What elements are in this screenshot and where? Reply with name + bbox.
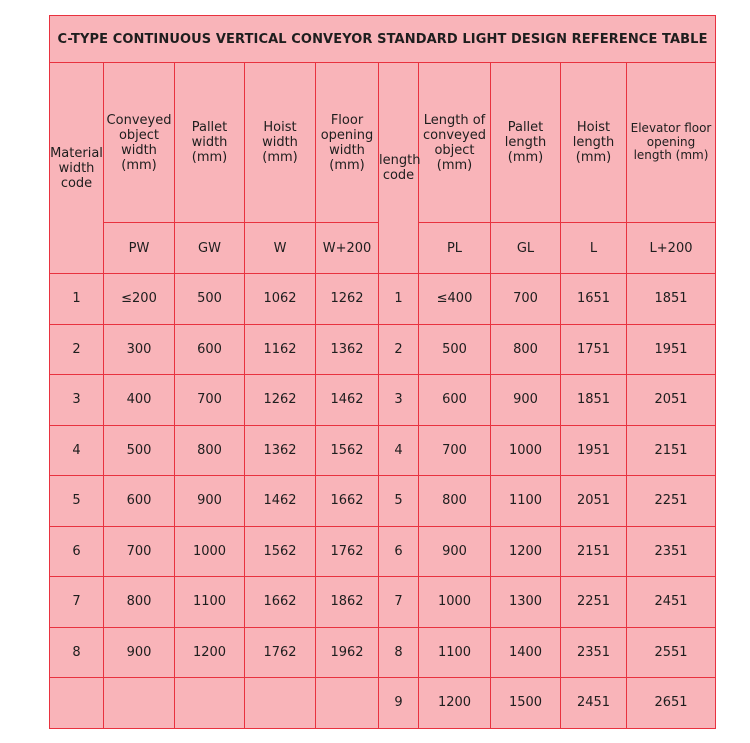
- cell-gw: 1200: [175, 627, 245, 678]
- symbol-gl: GL: [491, 223, 561, 274]
- header-floor-opening-width: Floor opening width (mm): [316, 63, 379, 223]
- cell-w-plus-200: 1562: [316, 425, 379, 476]
- cell-l-plus-200: 1851: [627, 274, 716, 325]
- cell-w: 1562: [245, 526, 316, 577]
- cell-gw: [175, 678, 245, 729]
- symbol-w: W: [245, 223, 316, 274]
- cell-gl: 1300: [491, 577, 561, 628]
- cell-l: 1851: [561, 375, 627, 426]
- cell-l: 1951: [561, 425, 627, 476]
- cell-width-code: 8: [50, 627, 104, 678]
- cell-gl: 700: [491, 274, 561, 325]
- cell-pw: [104, 678, 175, 729]
- cell-gw: 700: [175, 375, 245, 426]
- cell-width-code: 6: [50, 526, 104, 577]
- cell-pw: 300: [104, 324, 175, 375]
- table-row: [50, 627, 716, 678]
- cell-pl: 700: [419, 425, 491, 476]
- cell-pl: 500: [419, 324, 491, 375]
- cell-gw: 900: [175, 476, 245, 527]
- cell-w-plus-200: 1262: [316, 274, 379, 325]
- cell-pl: 1100: [419, 627, 491, 678]
- symbol-pw: PW: [104, 223, 175, 274]
- cell-width-code: 4: [50, 425, 104, 476]
- table-row: [50, 526, 716, 577]
- symbol-pl: PL: [419, 223, 491, 274]
- cell-gw: 800: [175, 425, 245, 476]
- cell-pl: 900: [419, 526, 491, 577]
- cell-l: 2351: [561, 627, 627, 678]
- header-material-width-code: Material width code: [50, 63, 104, 274]
- cell-l: 1651: [561, 274, 627, 325]
- cell-l: 2051: [561, 476, 627, 527]
- cell-pl: 1000: [419, 577, 491, 628]
- cell-w-plus-200: 1362: [316, 324, 379, 375]
- cell-gl: 1100: [491, 476, 561, 527]
- cell-pl: 600: [419, 375, 491, 426]
- cell-gw: 1100: [175, 577, 245, 628]
- cell-gw: 600: [175, 324, 245, 375]
- cell-length-code: 5: [379, 476, 419, 527]
- cell-gl: 900: [491, 375, 561, 426]
- symbol-w-plus-200: W+200: [316, 223, 379, 274]
- cell-width-code: 2: [50, 324, 104, 375]
- cell-length-code: 3: [379, 375, 419, 426]
- cell-gw: 1000: [175, 526, 245, 577]
- cell-l-plus-200: 2351: [627, 526, 716, 577]
- cell-w-plus-200: [316, 678, 379, 729]
- cell-l: 2251: [561, 577, 627, 628]
- cell-l-plus-200: 2051: [627, 375, 716, 426]
- header-length-code: length code: [379, 63, 419, 274]
- cell-width-code: 7: [50, 577, 104, 628]
- cell-w: [245, 678, 316, 729]
- table-row: [50, 425, 716, 476]
- cell-pl: ≤400: [419, 274, 491, 325]
- cell-width-code: [50, 678, 104, 729]
- table-row: [50, 476, 716, 527]
- header-pallet-width: Pallet width (mm): [175, 63, 245, 223]
- cell-w-plus-200: 1862: [316, 577, 379, 628]
- cell-pw: 400: [104, 375, 175, 426]
- symbol-l-plus-200: L+200: [627, 223, 716, 274]
- cell-pl: 800: [419, 476, 491, 527]
- cell-l: 2151: [561, 526, 627, 577]
- cell-length-code: 2: [379, 324, 419, 375]
- symbol-gw: GW: [175, 223, 245, 274]
- cell-pw: 500: [104, 425, 175, 476]
- cell-length-code: 4: [379, 425, 419, 476]
- header-conveyed-object-width: Conveyed object width (mm): [104, 63, 175, 223]
- header-pallet-length: Pallet length (mm): [491, 63, 561, 223]
- cell-l-plus-200: 2151: [627, 425, 716, 476]
- cell-w-plus-200: 1462: [316, 375, 379, 426]
- cell-w: 1362: [245, 425, 316, 476]
- cell-length-code: 1: [379, 274, 419, 325]
- table-row: [50, 577, 716, 628]
- cell-pw: 800: [104, 577, 175, 628]
- cell-pw: ≤200: [104, 274, 175, 325]
- cell-gl: 1400: [491, 627, 561, 678]
- reference-table-container: [49, 15, 715, 729]
- cell-w: 1162: [245, 324, 316, 375]
- table-row: [50, 678, 716, 729]
- cell-length-code: 6: [379, 526, 419, 577]
- table-row: [50, 324, 716, 375]
- cell-width-code: 5: [50, 476, 104, 527]
- cell-w: 1262: [245, 375, 316, 426]
- cell-pw: 600: [104, 476, 175, 527]
- cell-w-plus-200: 1962: [316, 627, 379, 678]
- cell-l: 2451: [561, 678, 627, 729]
- table-row: [50, 375, 716, 426]
- cell-l-plus-200: 2551: [627, 627, 716, 678]
- design-reference-table: [49, 15, 716, 729]
- header-hoist-length: Hoist length (mm): [561, 63, 627, 223]
- cell-length-code: 8: [379, 627, 419, 678]
- cell-pw: 900: [104, 627, 175, 678]
- cell-l-plus-200: 2251: [627, 476, 716, 527]
- cell-gl: 1200: [491, 526, 561, 577]
- cell-pl: 1200: [419, 678, 491, 729]
- table-title: C-TYPE CONTINUOUS VERTICAL CONVEYOR STANDARD LIGHT DESIGN REFERENCE TABLE: [50, 16, 716, 63]
- cell-pw: 700: [104, 526, 175, 577]
- cell-width-code: 3: [50, 375, 104, 426]
- cell-l-plus-200: 2651: [627, 678, 716, 729]
- cell-l: 1751: [561, 324, 627, 375]
- cell-w: 1662: [245, 577, 316, 628]
- symbol-l: L: [561, 223, 627, 274]
- cell-width-code: 1: [50, 274, 104, 325]
- cell-l-plus-200: 1951: [627, 324, 716, 375]
- cell-w: 1762: [245, 627, 316, 678]
- header-hoist-width: Hoist width (mm): [245, 63, 316, 223]
- cell-gl: 800: [491, 324, 561, 375]
- cell-gl: 1500: [491, 678, 561, 729]
- cell-gw: 500: [175, 274, 245, 325]
- cell-l-plus-200: 2451: [627, 577, 716, 628]
- cell-w: 1062: [245, 274, 316, 325]
- header-elevator-floor-opening-length: Elevator floor opening length (mm): [627, 63, 716, 223]
- cell-gl: 1000: [491, 425, 561, 476]
- cell-length-code: 7: [379, 577, 419, 628]
- cell-w: 1462: [245, 476, 316, 527]
- cell-w-plus-200: 1662: [316, 476, 379, 527]
- table-row: [50, 274, 716, 325]
- header-length-of-conveyed-object: Length of conveyed object (mm): [419, 63, 491, 223]
- cell-w-plus-200: 1762: [316, 526, 379, 577]
- cell-length-code: 9: [379, 678, 419, 729]
